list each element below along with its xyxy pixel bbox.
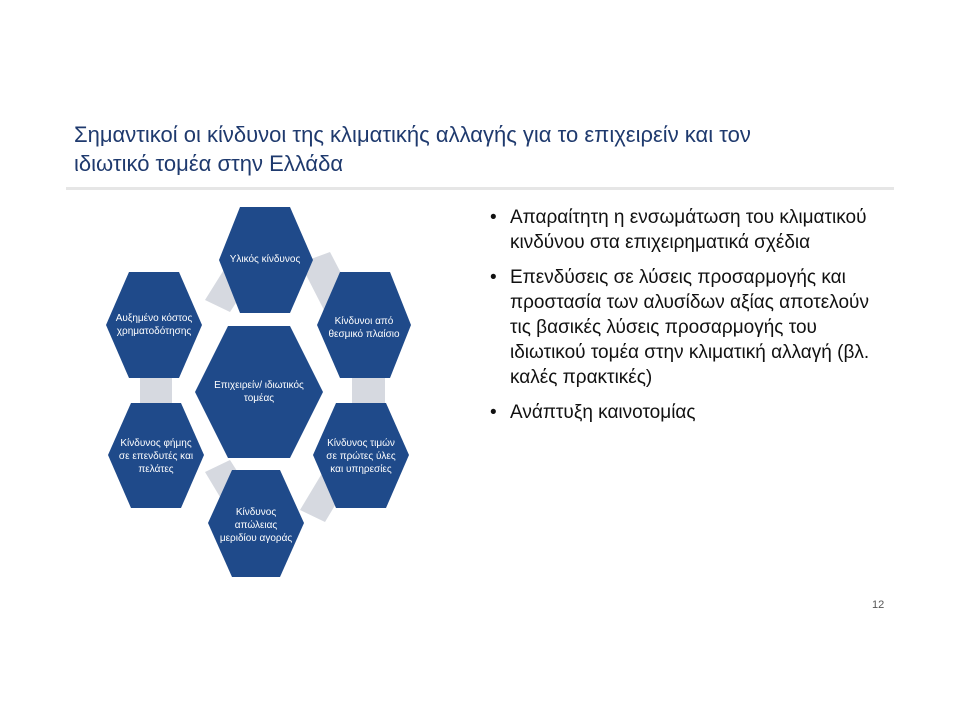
bullet-symbol: • (490, 267, 497, 288)
hex-center (195, 326, 323, 458)
hex-top-label: Υλικός κίνδυνος (229, 254, 301, 265)
bullet-list (490, 205, 880, 435)
slide-title-line-2: ιδιωτικό τομέα στην Ελλάδα (74, 151, 344, 176)
hex-center-label-1: Επιχειρείν/ ιδιωτικός (214, 380, 304, 391)
hex-upper-right-label-1: Κίνδυνοι από (334, 316, 394, 327)
bullet-item (490, 205, 880, 255)
bullet-item (490, 400, 880, 425)
hex-upper-right-label-2: θεσμικό πλαίσιο (328, 329, 400, 340)
hex-lower-right-label-2: σε πρώτες ύλες (326, 451, 396, 462)
page-number: 12 (872, 599, 885, 611)
hex-center-label-2: τομέας (243, 393, 275, 404)
bullet-symbol: • (490, 207, 497, 228)
hex-lower-left-label-1: Κίνδυνος φήμης (120, 438, 192, 449)
bullet-text: Ανάπτυξη καινοτομίας (510, 402, 696, 423)
hex-lower-right-label-1: Κίνδυνος τιμών (327, 438, 395, 449)
hex-bottom-label-2: απώλειας (234, 520, 278, 531)
bullet-text: Επενδύσεις σε λύσεις προσαρμογής και προστασία των αλυσίδων αξίας αποτελούν τις βασικές λύσεις προσαρμογής του ιδιωτικού τομέα στην κλιματική αλλαγή (βλ. καλές πρακτικές) (510, 267, 870, 388)
hex-upper-left (106, 272, 202, 378)
hex-upper-left-label-2: χρηματοδότησης (116, 326, 192, 337)
hex-bottom-label-1: Κίνδυνος (235, 507, 277, 518)
hex-lower-left-label-2: σε επενδυτές και (118, 451, 194, 462)
bullet-item (490, 265, 880, 390)
hex-lower-left-label-3: πελάτες (138, 464, 174, 475)
bullet-text: Απαραίτητη η ενσωμάτωση του κλιματικού κινδύνου στα επιχειρηματικά σχέδια (510, 207, 867, 253)
bullet-symbol: • (490, 402, 497, 423)
hex-lower-right-label-3: και υπηρεσίες (330, 464, 392, 475)
hex-upper-left-label-1: Αυξημένο κόστος (115, 313, 193, 324)
hex-bottom-label-3: μεριδίου αγοράς (219, 533, 293, 544)
slide-title-line-1: Σημαντικοί οι κίνδυνοι της κλιματικής αλλαγής για το επιχειρείν και τον (74, 122, 751, 147)
